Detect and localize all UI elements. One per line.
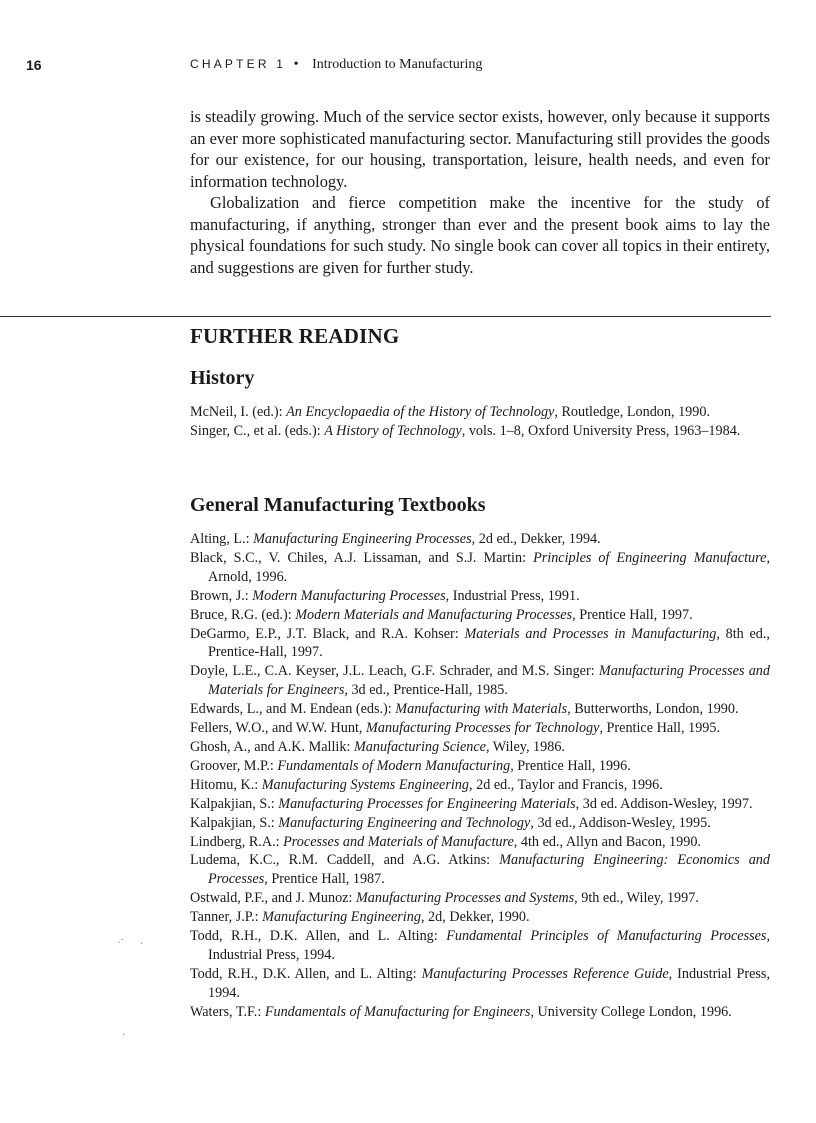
- reference-authors: Tanner, J.P.:: [190, 909, 263, 926]
- reference-title: Manufacturing with Materials: [395, 701, 568, 718]
- reference-authors: Fellers, W.O., and W.W. Hunt,: [190, 720, 367, 737]
- reference-authors: Kalpakjian, S.:: [190, 795, 279, 812]
- reference-authors: Edwards, L., and M. Endean (eds.):: [190, 701, 396, 718]
- paragraph: is steadily growing. Much of the service sector exists, however, only because it supports an ever more sophisticated manufacturing sector. Manufacturing still provides the goods for our existence, for our housing, transportation, leisure, health needs, and even for information technology.: [190, 107, 770, 191]
- reference-entry: [190, 776, 770, 795]
- reference-entry: [190, 1003, 770, 1022]
- reference-authors: Ludema, K.C., R.M. Caddell, and A.G. Atkins:: [190, 852, 500, 869]
- reference-publisher: , Wiley, 1986.: [485, 738, 565, 755]
- reference-title: Manufacturing Processes and Systems: [355, 890, 575, 907]
- reference-authors: Bruce, R.G. (ed.):: [190, 606, 296, 623]
- reference-publisher: , Industrial Press, 1994.: [208, 965, 770, 1001]
- reference-authors: Doyle, L.E., C.A. Keyser, J.L. Leach, G.F. Schrader, and M.S. Singer:: [190, 663, 599, 680]
- reference-authors: Singer, C., et al. (eds.):: [190, 422, 325, 439]
- reference-title: Manufacturing Engineering Processes: [253, 531, 472, 547]
- reference-publisher: , 2d ed., Taylor and Francis, 1996.: [469, 776, 663, 793]
- page-number: 16: [26, 57, 42, 73]
- reference-publisher: , Prentice Hall, 1995.: [599, 720, 721, 737]
- reference-title: Fundamentals of Manufacturing for Engineers: [264, 1003, 531, 1020]
- reference-entry: [190, 833, 770, 852]
- reference-entry: [190, 814, 770, 833]
- reference-authors: Black, S.C., V. Chiles, A.J. Lissaman, and S.J. Martin:: [190, 549, 534, 566]
- reference-publisher: , Prentice Hall, 1997.: [572, 606, 693, 623]
- reference-authors: McNeil, I. (ed.):: [190, 404, 287, 420]
- reference-title: Modern Manufacturing Processes: [252, 587, 446, 604]
- reference-title: Manufacturing Engineering: Economics and Processes: [208, 852, 770, 888]
- reference-entry: [190, 965, 770, 1003]
- reference-entry: [190, 662, 770, 700]
- reference-authors: Ostwald, P.F., and J. Munoz:: [190, 890, 356, 907]
- reference-publisher: , 8th ed., Prentice-Hall, 1997.: [208, 625, 770, 661]
- reference-title: Fundamentals of Modern Manufacturing: [277, 757, 511, 774]
- history-heading: History: [190, 367, 255, 389]
- reference-entry: [190, 738, 770, 757]
- reference-publisher: , 3d ed., Addison-Wesley, 1995.: [530, 814, 711, 831]
- reference-publisher: , Arnold, 1996.: [208, 549, 770, 585]
- reference-authors: Todd, R.H., D.K. Allen, and L. Alting:: [190, 965, 422, 982]
- reference-authors: Brown, J.:: [190, 587, 253, 604]
- reference-authors: Waters, T.F.:: [190, 1003, 265, 1020]
- reference-entry: [190, 851, 770, 889]
- reference-publisher: , 3d ed., Prentice-Hall, 1985.: [344, 682, 508, 699]
- reference-entry: [190, 889, 770, 908]
- reference-title: Fundamental Principles of Manufacturing Processes: [446, 928, 767, 945]
- reference-publisher: , Industrial Press, 1991.: [445, 587, 580, 604]
- reference-title: Manufacturing Processes and Materials for Engineers: [208, 663, 770, 699]
- reference-title: Manufacturing Processes for Engineering Materials: [278, 795, 576, 812]
- bullet-separator: •: [293, 57, 299, 72]
- reference-title: Materials and Processes in Manufacturing: [464, 625, 717, 642]
- reference-authors: Alting, L.:: [190, 531, 254, 547]
- reference-title: Manufacturing Processes for Technology: [366, 720, 600, 737]
- scan-speck: ·: [122, 1030, 126, 1041]
- section-divider: [0, 316, 771, 317]
- reference-publisher: , Prentice Hall, 1987.: [264, 871, 385, 888]
- reference-publisher: , Prentice Hall, 1996.: [510, 757, 631, 774]
- reference-title: Processes and Materials of Manufacture: [283, 833, 514, 850]
- reference-entry: [190, 422, 770, 441]
- reference-authors: Kalpakjian, S.:: [190, 814, 279, 831]
- textbooks-heading: General Manufacturing Textbooks: [190, 494, 486, 516]
- reference-entry: [190, 927, 770, 965]
- reference-entry: [190, 625, 770, 663]
- reference-publisher: , 2d ed., Dekker, 1994.: [471, 531, 601, 547]
- reference-title: A History of Technology: [324, 422, 462, 439]
- reference-entry: [190, 587, 770, 606]
- reference-authors: Ghosh, A., and A.K. Mallik:: [190, 738, 354, 755]
- paragraph: Globalization and fierce competition make the incentive for the study of manufacturing, if anything, stronger than ever and the present book aims to lay the physical foundations for such study. No single book can cover all topics in their entirety, and suggestions are given for further study.: [190, 193, 770, 277]
- textbook-reference-list: [190, 530, 770, 1022]
- reference-entry: [190, 719, 770, 738]
- chapter-title: Introduction to Manufacturing: [312, 57, 483, 72]
- reference-entry: [190, 403, 770, 422]
- reference-title: Manufacturing Processes Reference Guide: [421, 965, 669, 982]
- reference-authors: Hitomu, K.:: [190, 776, 262, 793]
- scan-speck: .·: [118, 935, 124, 946]
- reference-title: Manufacturing Engineering: [262, 909, 421, 926]
- reference-title: Manufacturing Engineering and Technology: [278, 814, 531, 831]
- reference-entry: [190, 549, 770, 587]
- reference-publisher: , University College London, 1996.: [530, 1003, 732, 1020]
- chapter-label: CHAPTER 1: [190, 57, 287, 71]
- reference-entry: [190, 606, 770, 625]
- reference-publisher: , Routledge, London, 1990.: [554, 404, 710, 420]
- reference-entry: [190, 530, 770, 549]
- reference-entry: [190, 757, 770, 776]
- reference-title: Principles of Engineering Manufacture: [533, 549, 767, 566]
- reference-authors: Lindberg, R.A.:: [190, 833, 284, 850]
- reference-entry: [190, 700, 770, 719]
- reference-entry: [190, 795, 770, 814]
- reference-publisher: , 4th ed., Allyn and Bacon, 1990.: [513, 833, 701, 850]
- reference-publisher: , vols. 1–8, Oxford University Press, 1963–1984.: [461, 422, 741, 439]
- reference-publisher: , Industrial Press, 1994.: [208, 928, 770, 963]
- reference-entry: [190, 908, 770, 927]
- scan-speck: ·: [140, 939, 144, 950]
- reference-publisher: , Butterworths, London, 1990.: [567, 701, 739, 718]
- reference-authors: Groover, M.P.:: [190, 757, 278, 774]
- history-reference-list: [190, 403, 770, 441]
- reference-title: Modern Materials and Manufacturing Processes: [295, 606, 573, 623]
- reference-title: Manufacturing Systems Engineering: [261, 776, 469, 793]
- reference-publisher: , 2d, Dekker, 1990.: [420, 909, 530, 926]
- further-reading-heading: FURTHER READING: [190, 324, 400, 348]
- reference-authors: Todd, R.H., D.K. Allen, and L. Alting:: [190, 928, 447, 945]
- reference-publisher: , 9th ed., Wiley, 1997.: [574, 890, 699, 907]
- body-text: [190, 106, 770, 278]
- running-head: [190, 57, 482, 73]
- reference-title: Manufacturing Science: [353, 738, 486, 755]
- reference-authors: DeGarmo, E.P., J.T. Black, and R.A. Kohser:: [190, 625, 465, 642]
- reference-publisher: , 3d ed. Addison-Wesley, 1997.: [575, 795, 753, 812]
- reference-title: An Encyclopaedia of the History of Technology: [286, 404, 555, 420]
